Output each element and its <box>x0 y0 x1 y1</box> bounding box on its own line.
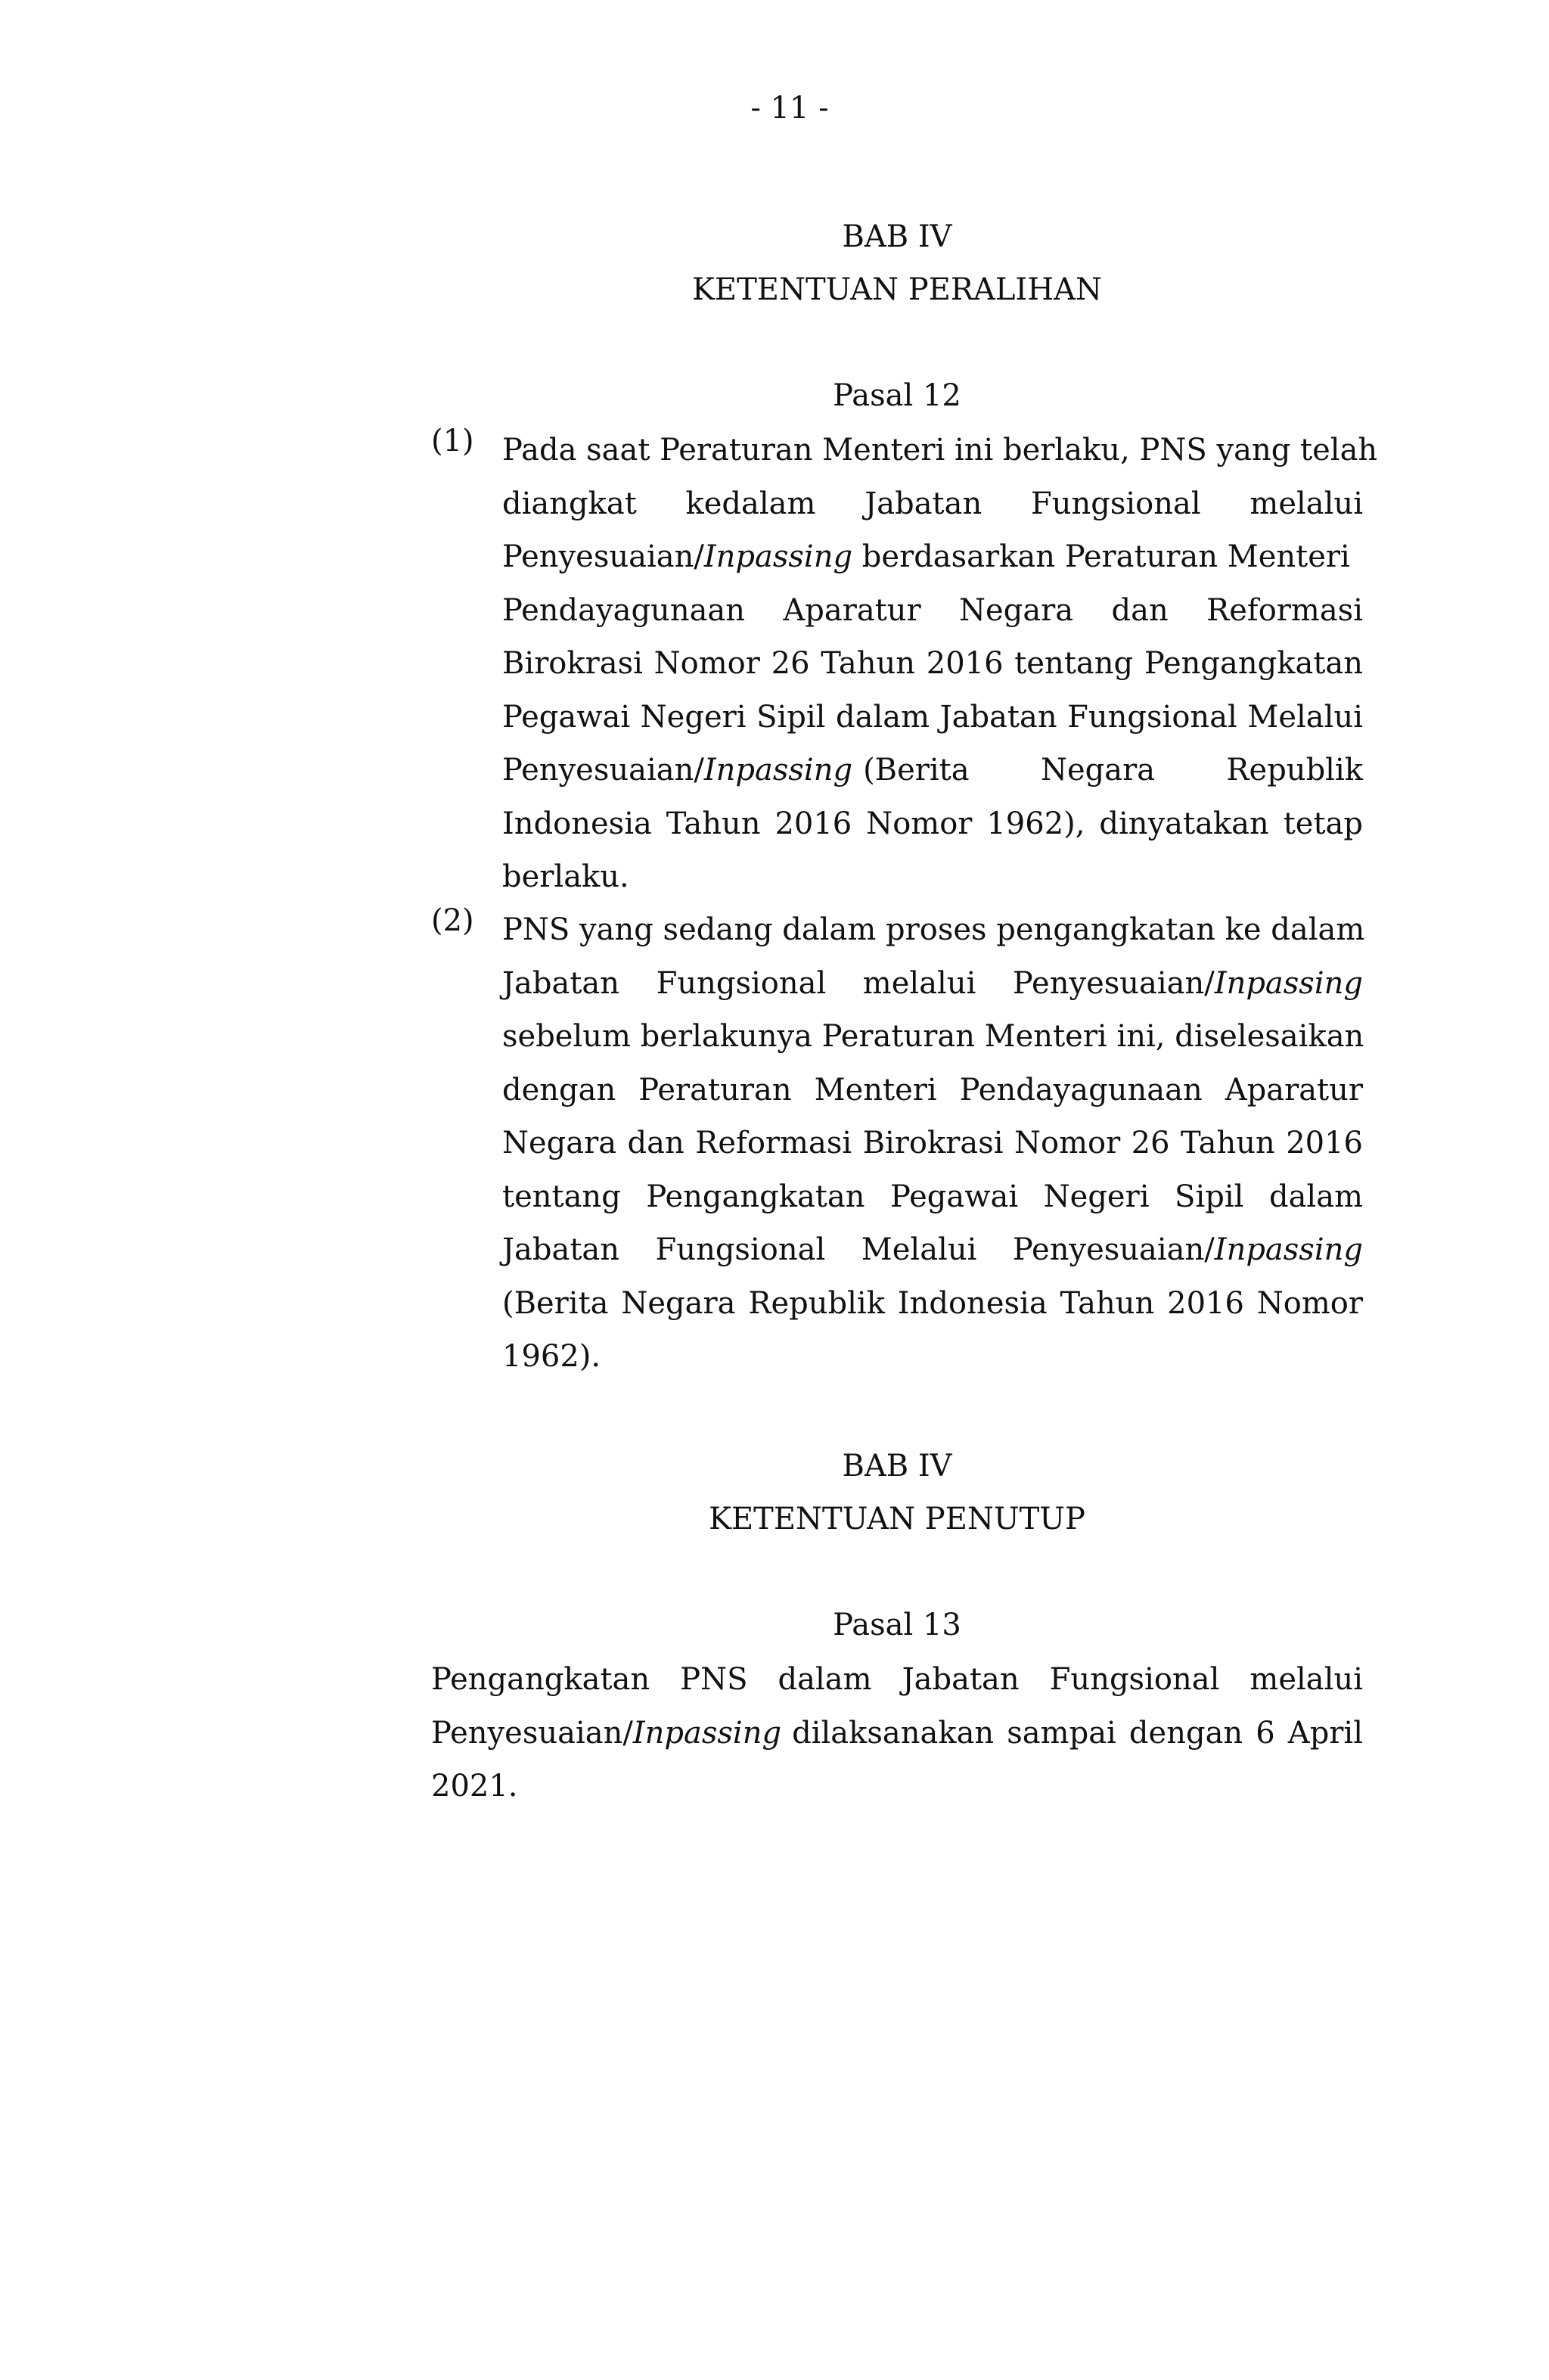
text-segment: Penyesuaian/ <box>502 539 704 574</box>
text-segment <box>502 744 852 797</box>
text-segment: Jabatan Fungsional melalui Penyesuaian/ <box>502 965 1215 1001</box>
text-line: Negara dan Reformasi Birokrasi Nomor 26 Tahun 2016 <box>502 1126 1363 1160</box>
paragraph-number: (2) <box>431 903 474 938</box>
italic-term: Inpassing <box>1214 1232 1363 1267</box>
text-line: PNS yang sedang dalam proses pengangkatan ke dalam <box>502 912 1365 947</box>
text-line: diangkat kedalam Jabatan Fungsional melalui <box>502 486 1363 521</box>
text-line <box>502 744 1363 797</box>
text-segment: Penyesuaian/ <box>431 1715 633 1751</box>
chapter-title: KETENTUAN PERALIHAN <box>692 272 1102 307</box>
page-number: - 11 - <box>750 91 829 126</box>
text-line: (Berita Negara Republik Indonesia Tahun 2016 Nomor <box>502 1285 1363 1321</box>
text-line: dengan Peraturan Menteri Pendayagunaan Aparatur <box>502 1072 1363 1108</box>
text-line: 2021. <box>431 1769 518 1804</box>
text-line: Pada saat Peraturan Menteri ini berlaku, PNS yang telah <box>502 433 1378 468</box>
article-13-text <box>431 1653 1363 1813</box>
text-line <box>502 1223 1363 1277</box>
text-segment: Penyesuaian/ <box>502 753 704 788</box>
text-line: berlaku. <box>502 859 629 894</box>
paragraph-text <box>502 903 1363 1384</box>
italic-term: Inpassing <box>632 1715 782 1751</box>
chapter-label: BAB IV <box>842 1449 952 1484</box>
italic-term: Inpassing <box>1214 965 1363 1001</box>
article-title: Pasal 13 <box>833 1608 961 1642</box>
text-line: 1962). <box>502 1339 601 1374</box>
article-title: Pasal 12 <box>833 378 961 413</box>
chapter-title: KETENTUAN PENUTUP <box>709 1502 1085 1536</box>
chapter-label: BAB IV <box>842 219 952 254</box>
text-line: Pendayagunaan Aparatur Negara dan Reformasi <box>502 592 1363 628</box>
text-segment: Jabatan Fungsional Melalui Penyesuaian/ <box>502 1232 1215 1267</box>
italic-term: Inpassing <box>703 753 853 788</box>
italic-term: Inpassing <box>703 539 853 574</box>
text-line: tentang Pengangkatan Pegawai Negeri Sipil dalam <box>502 1179 1363 1214</box>
text-segment <box>431 1707 781 1760</box>
text-line: Pegawai Negeri Sipil dalam Jabatan Fungsional Melalui <box>502 699 1363 735</box>
text-line: sebelum berlakunya Peraturan Menteri ini, diselesaikan <box>502 1019 1364 1054</box>
text-segment: dilaksanakan sampai dengan 6 April <box>792 1715 1363 1751</box>
text-line <box>502 957 1363 1011</box>
text-line: Birokrasi Nomor 26 Tahun 2016 tentang Pengangkatan <box>502 646 1363 681</box>
text-line: Indonesia Tahun 2016 Nomor 1962), dinyatakan tetap <box>502 806 1363 841</box>
text-line <box>431 1707 1363 1760</box>
text-segment: (Berita Negara Republik <box>863 753 1363 788</box>
paragraph-number: (1) <box>431 424 474 458</box>
paragraph-text <box>502 424 1378 904</box>
text-segment: berdasarkan Peraturan Menteri <box>852 539 1350 574</box>
text-line <box>502 530 1363 584</box>
text-line: Pengangkatan PNS dalam Jabatan Fungsional melalui <box>431 1662 1363 1697</box>
